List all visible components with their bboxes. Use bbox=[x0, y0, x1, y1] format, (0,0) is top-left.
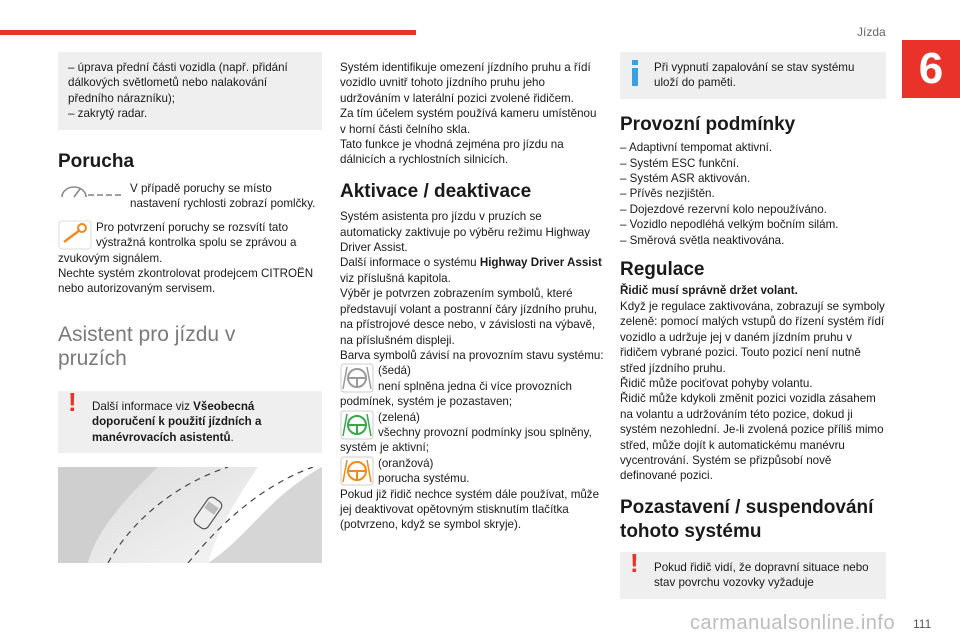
warning-mark-icon: ! bbox=[68, 386, 77, 417]
symbol-orange-text: porucha systému. bbox=[378, 472, 470, 486]
activation-p2-bold: Highway Driver Assist bbox=[479, 256, 602, 270]
page-number: 111 bbox=[913, 617, 932, 631]
suspension-heading: Pozastavení / suspendování tohoto systému bbox=[620, 496, 874, 542]
warning-text-suffix: . bbox=[230, 430, 234, 444]
activation-p2 bbox=[340, 255, 604, 286]
conditions-item: – Přívěs nezjištěn. bbox=[620, 187, 715, 201]
symbol-green-row bbox=[340, 410, 604, 456]
activation-p3: Výběr je potvrzen zobrazením symbolů, které představují volant a postranní čáry jízdního pruhu, na přístrojové desce nebo, v závislosti na výbavě, na příslušném displeji. bbox=[340, 287, 598, 347]
steering-wheel-green-icon bbox=[340, 410, 374, 440]
warning-box bbox=[58, 386, 322, 453]
regulation-text: Když je regulace zaktivována, zobrazují se symboly zeleně: pomocí malých vstupů do řízení systém řídí vozidlo a udržuje jej v daném jízdním pruhu v řidičem vybrané pozici. Touto pozicí není nutně střed jízdního pruhu. Řidič může pociťovat pohyby volantu. Řidič může kdykoli změnit pozici vozidla zásahem na volantu a udržováním této pozice, dokud ji systém nezohlední. Je-li zvolená pozice příliš mimo střed, může dojít k automatickému manévru vycentrování. Systém se přizpůsobí nově definované pozici. bbox=[620, 299, 885, 483]
intro-box bbox=[58, 52, 322, 130]
conditions-item: – Systém ASR aktivován. bbox=[620, 172, 751, 186]
symbol-orange-row bbox=[340, 456, 604, 487]
symbol-green-label: (zelená) bbox=[378, 410, 420, 424]
suspension-warning-box bbox=[620, 547, 886, 599]
intro-box-text: – úprava přední části vozidla (např. přidání dálkových světlometů nebo nalakování předního nárazníku); – zakrytý radar. bbox=[68, 61, 288, 121]
activation-p2-prefix: Další informace o systému bbox=[340, 256, 480, 270]
activation-p2-suffix: viz příslušná kapitola. bbox=[340, 271, 451, 285]
regulation-bold: Řidič musí správně držet volant. bbox=[620, 284, 798, 298]
column-1 bbox=[58, 52, 322, 568]
section-title: Asistent pro jízdu v pruzích bbox=[58, 322, 236, 370]
symbol-orange-label: (oranžová) bbox=[378, 456, 434, 470]
column-3 bbox=[620, 52, 886, 599]
info-box-text: Při vypnutí zapalování se stav systému uloží do paměti. bbox=[654, 61, 855, 90]
activation-p1: Systém asistenta pro jízdu v pruzích se automaticky zaktivuje po výběru režimu Highway Driver Assist. bbox=[340, 210, 591, 255]
conditions-item: – Vozidlo nepodléhá velkým bočním silám. bbox=[620, 218, 839, 232]
steering-wheel-orange-icon bbox=[340, 456, 374, 486]
info-icon bbox=[632, 60, 638, 86]
conditions-item: – Systém ESC funkční. bbox=[620, 156, 740, 170]
column-2 bbox=[340, 52, 604, 533]
warning-text-bold: Všeobecná doporučení k použití jízdních a manévrovacích asistentů bbox=[92, 399, 262, 444]
wrench-warning-icon bbox=[58, 220, 92, 250]
conditions-list bbox=[620, 140, 886, 248]
symbol-grey-row bbox=[340, 363, 604, 409]
warning-text-prefix: Další informace viz bbox=[92, 399, 194, 413]
info-box bbox=[620, 52, 886, 99]
header-red-bar bbox=[0, 30, 416, 35]
warning-mark-icon: ! bbox=[630, 547, 639, 578]
activation-p4: Barva symbolů závisí na provozním stavu systému: bbox=[340, 348, 604, 362]
deactivation-text: Pokud již řidič nechce systém dále používat, může jej deaktivovat opětovným stisknutím tlačítka (potvrzeno, když se symbol skryje). bbox=[340, 487, 600, 532]
suspension-warning-text: Pokud řidič vidí, že dopravní situace nebo stav povrchu vozovky vyžaduje bbox=[654, 560, 869, 590]
watermark: carmanualsonline.info bbox=[690, 612, 896, 634]
speedometer-dashes-icon bbox=[58, 179, 124, 205]
lane-assist-intro: Systém identifikuje omezení jízdního pruhu a řídí vozidlo uvnitř tohoto jízdního pruhu jeho udržováním v laterální pozici zvolené řidičem. Za tím účelem systém používá kameru umístěnou v horní části čelního skla. Tato funkce je vhodná zejména pro jízdu na dálnicích a rychlostních silnicích. bbox=[340, 61, 597, 167]
conditions-item: – Dojezdové rezervní kolo nepoužíváno. bbox=[620, 202, 827, 216]
porucha-text-1: V případě poruchy se místo nastavení rychlosti zobrazí pomlčky. bbox=[130, 182, 316, 211]
symbol-green-text: všechny provozní podmínky jsou splněny, systém je aktivní; bbox=[340, 425, 592, 455]
porucha-heading: Porucha bbox=[58, 150, 135, 172]
activation-heading: Aktivace / deaktivace bbox=[340, 180, 532, 202]
conditions-item: – Směrová světla neaktivována. bbox=[620, 233, 785, 247]
conditions-item: – Adaptivní tempomat aktivní. bbox=[620, 141, 773, 155]
porucha-text-2: Pro potvrzení poruchy se rozsvítí tato výstražná kontrolka spolu se zprávou a zvukovým signálem. Nechte systém zkontrolovat prodejcem CITROËN nebo autorizovaným servisem. bbox=[58, 220, 314, 296]
lane-road-illustration bbox=[58, 467, 322, 563]
porucha-row-2 bbox=[58, 220, 322, 297]
symbol-grey-label: (šedá) bbox=[378, 364, 411, 378]
conditions-heading: Provozní podmínky bbox=[620, 113, 796, 135]
header-title: Jízda bbox=[857, 25, 886, 39]
chapter-number: 6 bbox=[902, 40, 960, 98]
symbol-grey-text: není splněna jedna či více provozních podmínek, systém je pozastaven; bbox=[340, 379, 572, 409]
steering-wheel-grey-icon bbox=[340, 363, 374, 393]
porucha-row-1 bbox=[58, 179, 322, 212]
warning-text bbox=[92, 399, 312, 445]
regulation-heading: Regulace bbox=[620, 259, 705, 281]
